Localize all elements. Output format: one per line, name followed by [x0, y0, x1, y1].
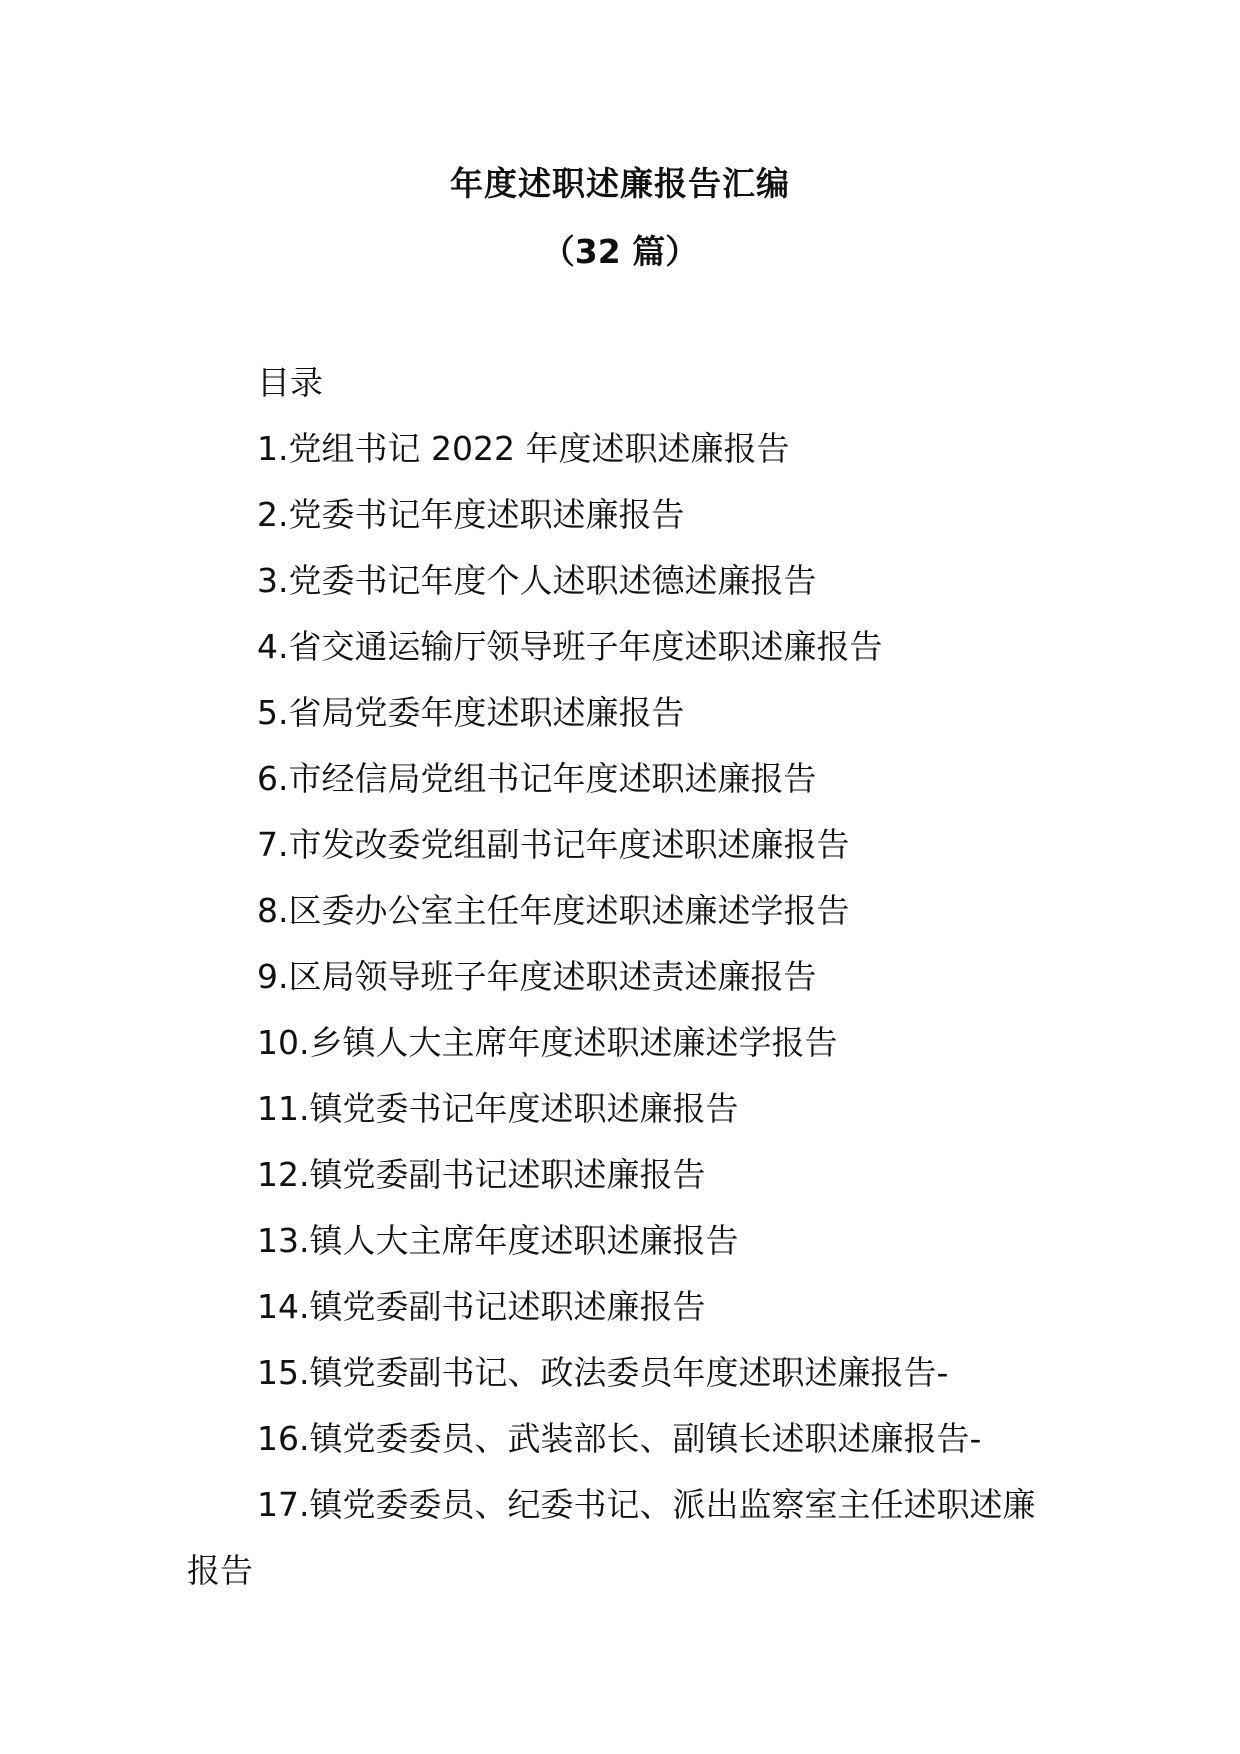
- toc-item: 4.省交通运输厅领导班子年度述职述廉报告: [257, 627, 883, 666]
- toc-item: 6.市经信局党组书记年度述职述廉报告: [257, 759, 817, 798]
- toc-item: 5.省局党委年度述职述廉报告: [257, 693, 685, 732]
- toc-item: 12.镇党委副书记述职述廉报告: [257, 1155, 706, 1194]
- document-subtitle: （32 篇）: [541, 232, 699, 271]
- toc-item: 14.镇党委副书记述职述廉报告: [257, 1287, 706, 1326]
- toc-item: 10.乡镇人大主席年度述职述廉述学报告: [257, 1023, 838, 1062]
- table-of-contents: [187, 350, 1067, 1604]
- toc-item: 11.镇党委书记年度述职述廉报告: [257, 1089, 739, 1128]
- toc-item: 2.党委书记年度述职述廉报告: [257, 495, 685, 534]
- document-title: 年度述职述廉报告汇编: [450, 164, 790, 203]
- toc-item: 15.镇党委副书记、政法委员年度述职述廉报告-: [257, 1353, 949, 1392]
- toc-item: 16.镇党委委员、武装部长、副镇长述职述廉报告-: [257, 1419, 982, 1458]
- toc-item: 13.镇人大主席年度述职述廉报告: [257, 1221, 739, 1260]
- toc-item: 9.区局领导班子年度述职述责述廉报告: [257, 957, 817, 996]
- toc-heading: 目录: [257, 363, 323, 402]
- toc-item: 1.党组书记 2022 年度述职述廉报告: [257, 429, 790, 468]
- toc-item: 8.区委办公室主任年度述职述廉述学报告: [257, 891, 850, 930]
- toc-item: 17.镇党委委员、纪委书记、派出监察室主任述职述廉报告: [187, 1485, 1036, 1590]
- toc-item: 7.市发改委党组副书记年度述职述廉报告: [257, 825, 850, 864]
- toc-item: 3.党委书记年度个人述职述德述廉报告: [257, 561, 817, 600]
- toc-list: [187, 416, 1067, 1604]
